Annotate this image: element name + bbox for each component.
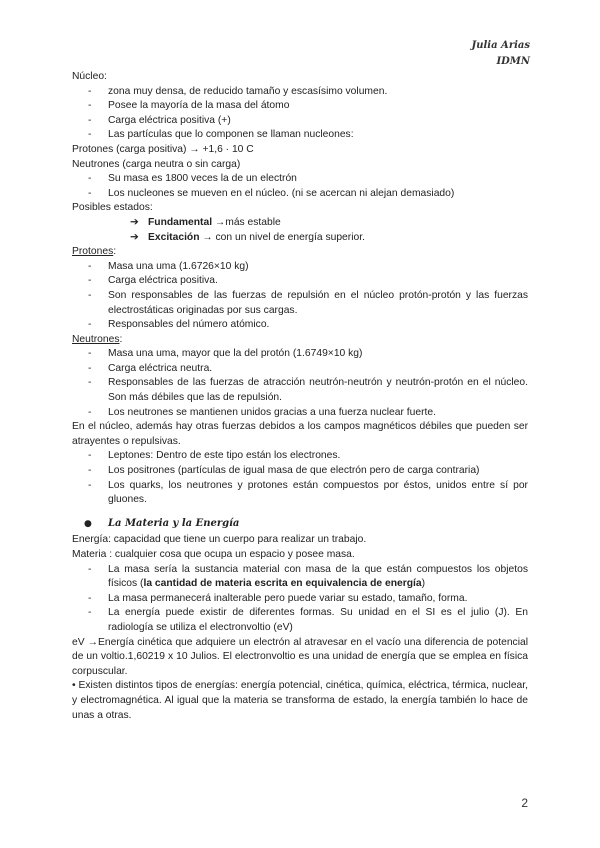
neutrones-list xyxy=(72,347,528,420)
list-item: - La energía puede existir de diferentes formas. Su unidad en el SI es el julio (J). En radiología se utiliza el electronvoltio (eV) xyxy=(88,607,528,633)
list-item: - Carga eléctrica neutra. xyxy=(88,362,213,374)
bullet-icon: ● xyxy=(84,518,92,529)
page-number: 2 xyxy=(521,796,528,810)
list-item: - Los nucleones se mueven en el núcleo. (ni se acercan ni alejan demasiado) xyxy=(88,187,455,199)
list-item: - Posee la mayoría de la masa del átomo xyxy=(88,100,290,112)
neutrones-intro-list xyxy=(72,172,528,201)
arrow-icon: ➔ xyxy=(130,231,139,243)
list-item: - Los neutrones se mantienen unidos gracias a una fuerza nuclear fuerte. xyxy=(88,406,436,418)
list-item: - Las partículas que lo componen se llaman nucleones: xyxy=(88,129,354,141)
nucleo-title: Núcleo: xyxy=(72,71,107,82)
materia-definition: Materia : cualquier cosa que ocupa un espacio y posee masa. xyxy=(72,549,355,560)
list-item: - zona muy densa, de reducido tamaño y escasísimo volumen. xyxy=(88,85,388,97)
list-item: - Masa una uma, mayor que la del protón (1.6749×10 kg) xyxy=(88,348,363,360)
protones-list xyxy=(72,260,528,333)
list-item: - Masa una uma (1.6726×10 kg) xyxy=(88,260,249,272)
author-name: Julia Arias xyxy=(471,40,530,51)
list-item: - Su masa es 1800 veces la de un electrón xyxy=(88,173,297,185)
materia-list xyxy=(72,563,528,636)
list-item: - Leptones: Dentro de este tipo están los electrones. xyxy=(88,450,341,462)
arrow-icon: ➔ xyxy=(130,216,139,228)
energia-definition: Energía: capacidad que tiene un cuerpo para realizar un trabajo. xyxy=(72,534,367,546)
list-item: - La masa permanecerá inalterable pero puede variar su estado, tamaño, forma. xyxy=(88,592,468,604)
list-item: - Carga eléctrica positiva. xyxy=(88,275,218,287)
list-item: - La masa sería la sustancia material con masa de la que están compuestos los objetos físicos (la cantidad de materia escrita en equivalencia de energía) xyxy=(88,563,528,590)
list-item: - Los quarks, los neutrones y protones están compuestos por éstos, unidos entre sí por gluones. xyxy=(88,479,528,506)
author-course: IDMN xyxy=(496,56,530,67)
otras-fuerzas-list xyxy=(72,449,528,507)
neutrones-charge-line: Neutrones (carga neutra o sin carga) xyxy=(72,158,241,170)
nucleo-list xyxy=(72,85,528,143)
protones-title: Protones: xyxy=(72,246,117,258)
document-body xyxy=(72,70,528,723)
list-item: - Son responsables de las fuerzas de repulsión en el núcleo protón-protón y las fuerzas electrostáticas originadas por sus cargas. xyxy=(88,289,528,316)
estados-title: Posibles estados: xyxy=(72,202,153,214)
tipos-energia-paragraph: • Existen distintos tipos de energías: energía potencial, cinética, química, eléctrica, térmica, nuclear, y electromagnética. Al igual que la materia se transforma de estado, la energía también lo hace de unas a otras. xyxy=(72,680,528,721)
list-item: ➔ Fundamental →más estable xyxy=(72,216,528,231)
neutrones-title: Neutrones: xyxy=(72,333,123,345)
ev-paragraph: eV →Energía cinética que adquiere un electrón al atravesar en el vacío una diferencia de potencial de un voltio.1,60219 x 10 Julios. El electronvoltio es una unidad de energía que se emplea en física corpuscular. xyxy=(72,636,528,677)
list-item: - Los positrones (partículas de igual masa de que electrón pero de carga contraria) xyxy=(88,465,480,477)
estados-list xyxy=(72,216,528,245)
list-item: - Responsables de las fuerzas de atracción neutrón-neutrón y neutrón-protón en el núcleo. Son más débiles que las de repulsión. xyxy=(88,377,528,404)
list-item: ➔ Excitación → con un nivel de energía superior. xyxy=(72,231,528,246)
list-item: - Carga eléctrica positiva (+) xyxy=(88,114,231,126)
author-header xyxy=(472,38,531,70)
otras-fuerzas-paragraph: En el núcleo, además hay otras fuerzas debidos a los campos magnéticos débiles que pueden ser atrayentes o repulsivas. xyxy=(72,421,528,447)
protones-charge-line: Protones (carga positiva) → +1,6 · 10 C xyxy=(72,143,254,155)
section-heading: ● La Materia y la Energía xyxy=(72,517,528,532)
list-item: - Responsables del número atómico. xyxy=(88,319,270,331)
